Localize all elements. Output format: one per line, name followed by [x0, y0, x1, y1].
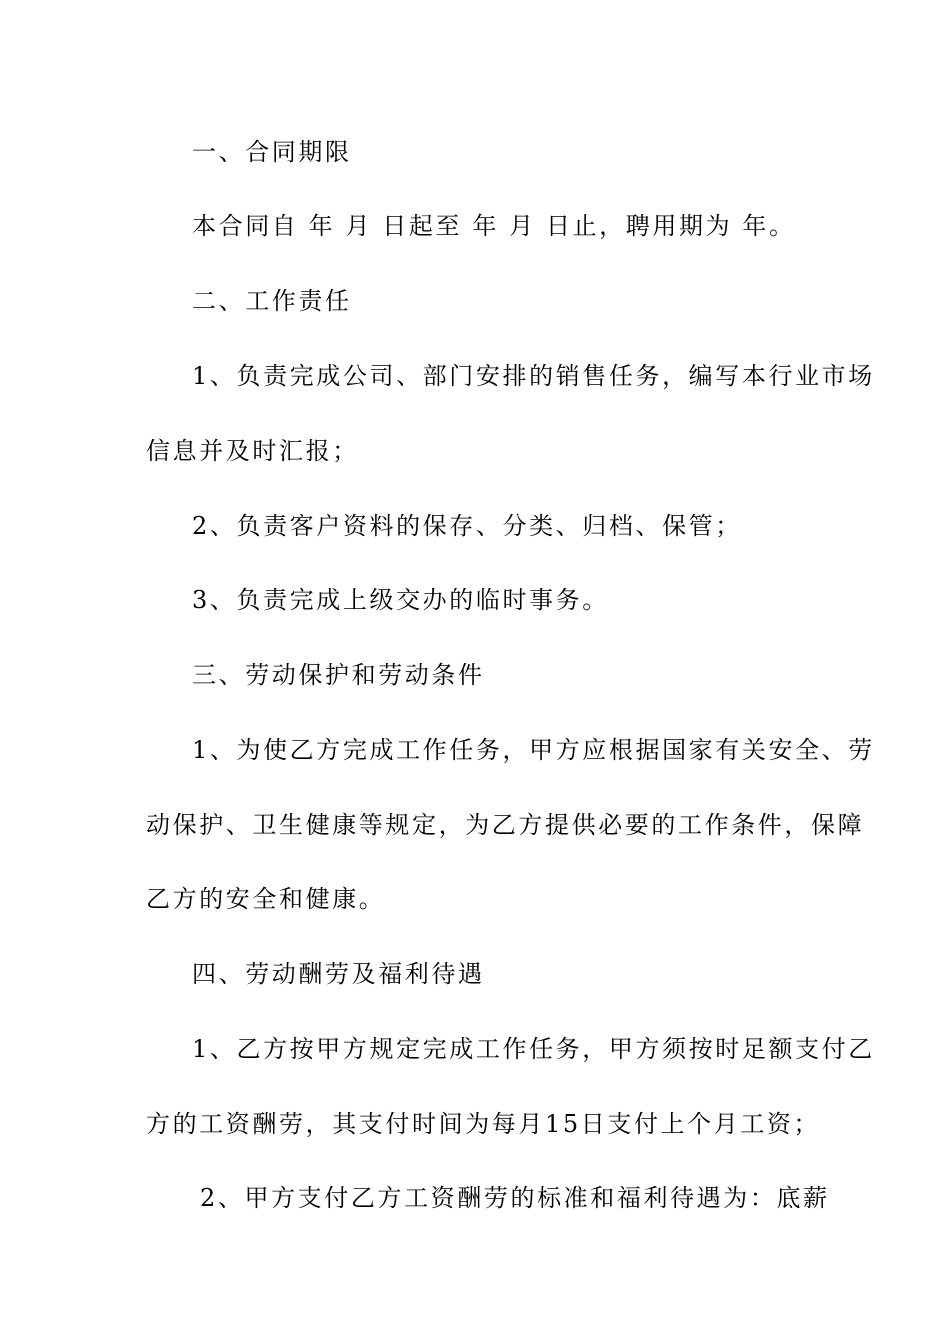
section-heading-labor-protection: 三、劳动保护和劳动条件 — [192, 661, 485, 689]
section-heading-contract-term: 一、合同期限 — [192, 138, 352, 166]
paragraph-line: 2、甲方支付乙方工资酬劳的标准和福利待遇为：底薪 — [200, 1184, 830, 1212]
paragraph-line: 3、负责完成上级交办的临时事务。 — [192, 586, 609, 614]
paragraph-line: 1、负责完成公司、部门安排的销售任务，编写本行业市场 — [192, 362, 875, 390]
section-heading-compensation: 四、劳动酬劳及福利待遇 — [192, 960, 485, 988]
paragraph-line: 本合同自 年 月 日起至 年 月 日止，聘用期为 年。 — [192, 212, 796, 240]
paragraph-line: 信息并及时汇报； — [146, 437, 359, 465]
paragraph-line: 1、乙方按甲方规定完成工作任务，甲方须按时足额支付乙 — [192, 1035, 875, 1063]
section-heading-work-duties: 二、工作责任 — [192, 287, 352, 315]
paragraph-line: 2、负责客户资料的保存、分类、归档、保管； — [192, 512, 742, 540]
paragraph-line: 方的工资酬劳，其支付时间为每月15日支付上个月工资； — [146, 1110, 821, 1138]
paragraph-line: 1、为使乙方完成工作任务，甲方应根据国家有关安全、劳 — [192, 736, 875, 764]
paragraph-line: 动保护、卫生健康等规定，为乙方提供必要的工作条件，保障 — [146, 811, 865, 839]
paragraph-line: 乙方的安全和健康。 — [146, 885, 386, 913]
